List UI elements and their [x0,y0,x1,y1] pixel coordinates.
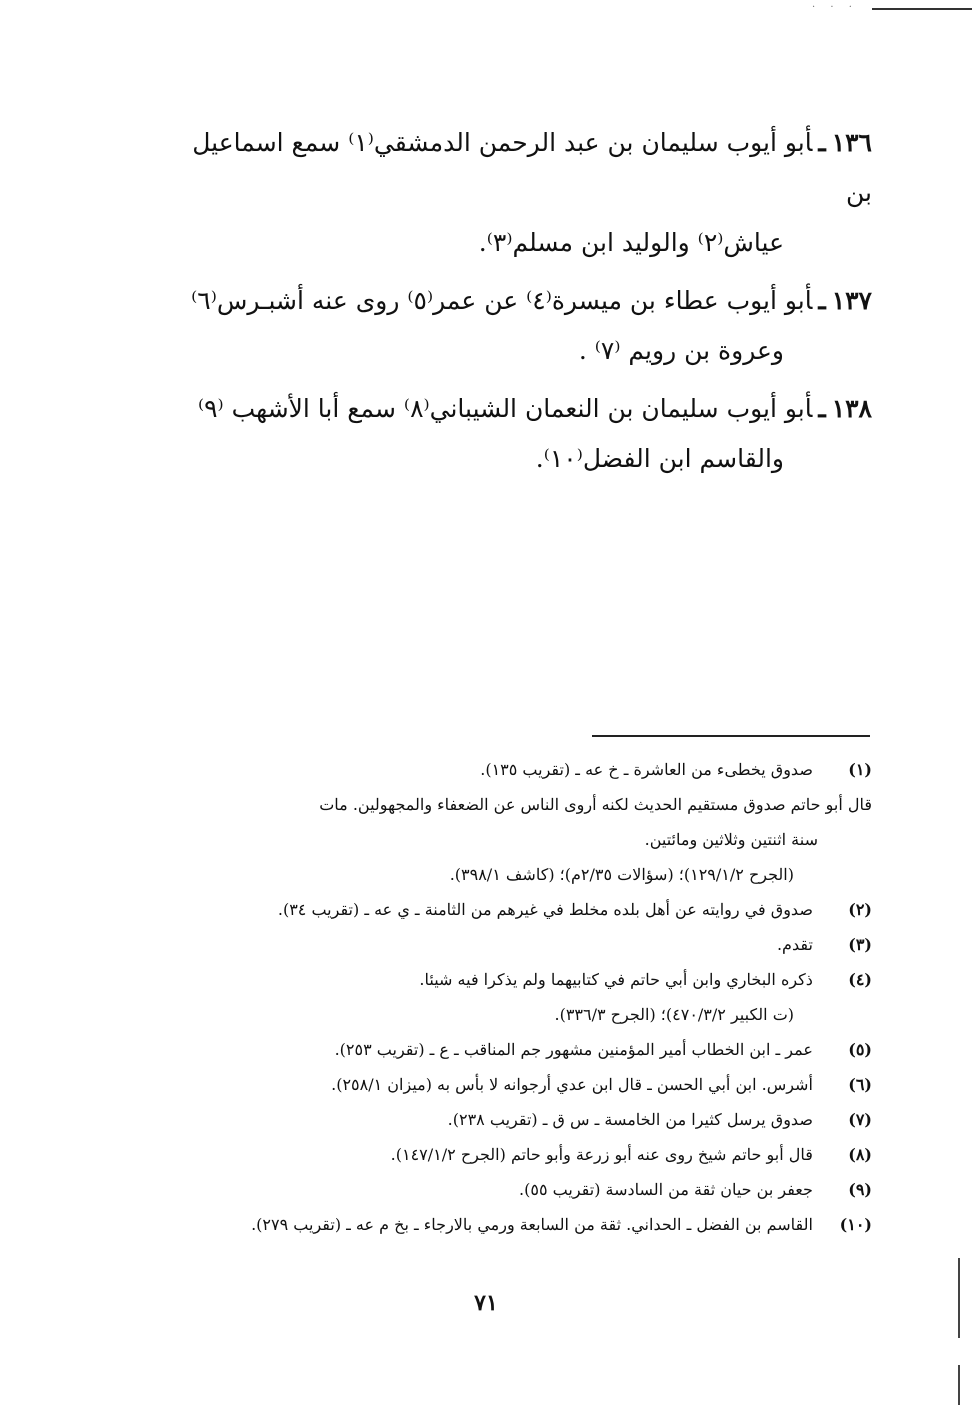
entry-138 [160,384,872,484]
entry-text-line1: أبو أيوب سليمان بن النعمان الشيباني⁽٨⁾ سمع أبا الأشهب ⁽٩⁾ [197,394,813,423]
footnote-text: سنة اثنتين وثلاثين ومائتين. [644,830,818,849]
footnote-number: (٩) [848,1180,872,1199]
footnote-text: أشرس. ابن أبي الحسن ـ قال ابن عدي أرجوانه لا بأس به (ميزان ٢٥٨/١). [331,1075,813,1094]
entry-136 [160,118,872,268]
footnote-text: ذكره البخاري وابن أبي حاتم في كتابيهما ولم يذكرا فيه شيئا. [419,970,813,989]
entry-number: ١٣٨ [831,394,872,423]
footnote-number: (٨) [848,1145,872,1164]
main-text [160,118,872,492]
footnote-8 [150,1137,872,1172]
entry-text-line2: عياش⁽٢⁾ والوليد ابن مسلم⁽٣⁾. [478,228,784,257]
entry-text-line1: أبو أيوب سليمان بن عبد الرحمن الدمشقي⁽١⁾ سمع اسماعيل بن [192,128,872,207]
page-number: ٧١ [474,1290,498,1316]
footnote-text: صدوق في روايته عن أهل بلده مخلط في غيرهم من الثامنة ـ ي عه ـ (تقريب ٣٤). [277,900,813,919]
footnote-number: (٦) [848,1075,872,1094]
footnote-text: (الجرح ١٢٩/١/٢)؛ (سؤالات ٢/٣٥م)؛ (كاشف ٣٩٨/١). [449,865,794,884]
footnote-number: (١٠) [839,1215,872,1234]
footnote-6 [150,1067,872,1102]
footnote-10 [150,1207,872,1242]
entry-separator: ـ [818,286,826,315]
footnote-text: صدوق يخطىء من العاشرة ـ خ عه ـ (تقريب ١٣٥). [480,760,813,779]
footnote-text: جعفر بن حيان ثقة من السادسة (تقريب ٥٥). [519,1180,813,1199]
scan-edge-mark [958,1365,960,1405]
footnote-text: قال أبو حاتم شيخ روى عنه أبو زرعة وأبو حاتم (الجرح ١٤٧/١/٢). [390,1145,813,1164]
footnote-text: (ت الكبير ٤٧٠/٣/٢)؛ (الجرح ٣٣٦/٣). [554,1005,794,1024]
footnote-text: القاسم بن الفضل ـ الحداني. ثقة من السابعة ورمي بالارجاء ـ بخ م عه ـ (تقريب ٢٧٩). [251,1215,813,1234]
header-rule [872,8,972,10]
footnote-7 [150,1102,872,1137]
footnote-3 [150,927,872,962]
entry-137 [160,276,872,376]
footnote-divider [592,735,870,737]
footnote-5 [150,1032,872,1067]
footnote-number: (٣) [848,935,872,954]
entry-text-line2: وعروة بن رويم ⁽٧⁾ . [578,336,784,365]
entry-separator: ـ [818,128,826,157]
footnote-number: (٤) [848,970,872,989]
footnote-1 [150,752,872,892]
footnote-number: (٢) [848,900,872,919]
scan-artifact-dots: · · · [812,2,858,13]
footnote-4 [150,962,872,1032]
entry-separator: ـ [818,394,826,423]
footnote-text: عمر ـ ابن الخطاب أمير المؤمنين مشهور جم المناقب ـ ع ـ (تقريب ٢٥٣). [334,1040,813,1059]
footnote-2 [150,892,872,927]
footnote-number: (٧) [848,1110,872,1129]
entry-number: ١٣٧ [831,286,872,315]
entry-text-line2: والقاسم ابن الفضل⁽١٠⁾. [535,444,784,473]
footnote-9 [150,1172,872,1207]
footnote-text: تقدم. [776,935,813,954]
scan-edge-mark [958,1258,960,1338]
footnote-number: (١) [848,760,872,779]
footnotes [150,752,872,1242]
entry-text-line1: أبو أيوب عطاء بن ميسرة⁽٤⁾ عن عمر⁽٥⁾ روى عنه أشبـرس⁽٦⁾ [191,286,813,315]
footnote-text: صدوق يرسل كثيرا من الخامسة ـ س ق ـ (تقريب ٢٣٨). [447,1110,813,1129]
footnote-number: (٥) [848,1040,872,1059]
entry-number: ١٣٦ [831,128,872,157]
footnote-text: قال أبو حاتم صدوق مستقيم الحديث لكنه أروى الناس عن الضعفاء والمجهولين. مات [319,795,872,814]
